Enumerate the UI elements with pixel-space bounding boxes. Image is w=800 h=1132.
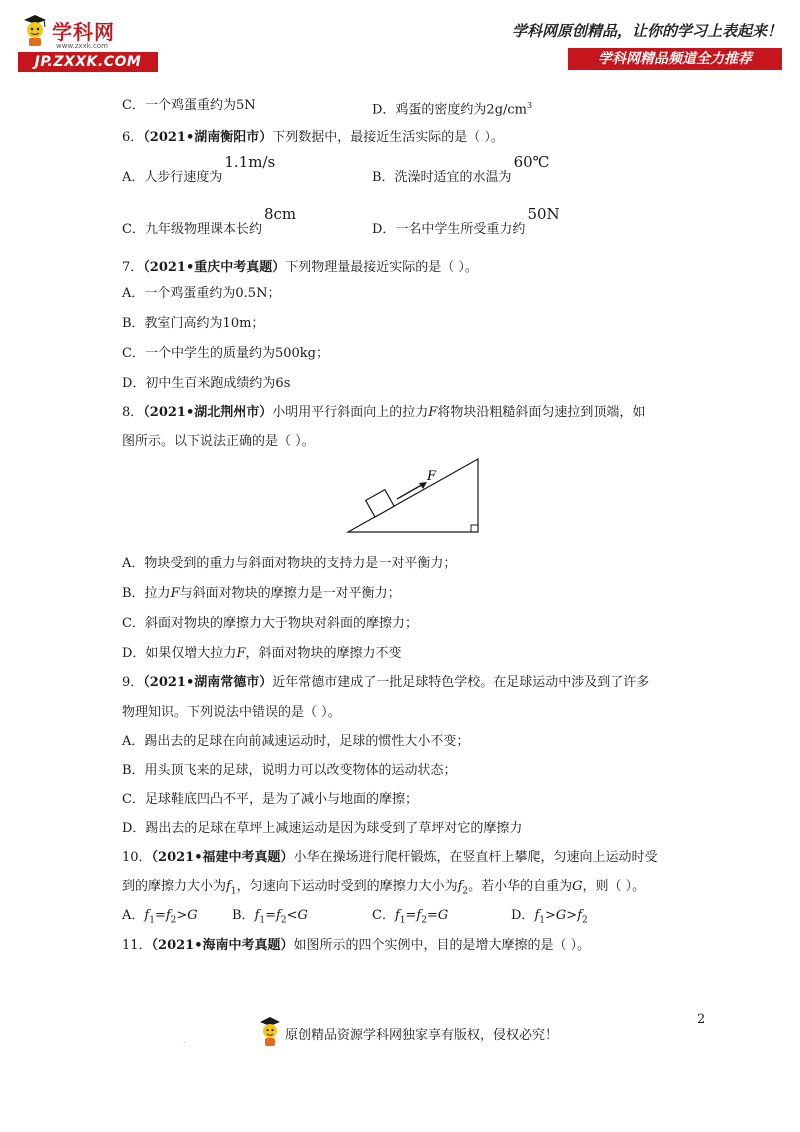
q8-stem-line2: 图所示。以下说法正确的是（ ）。	[122, 434, 315, 449]
force-label: F	[427, 469, 437, 484]
footer-copyright: 原创精品资源学科网独家享有版权，侵权必究！	[285, 1028, 559, 1043]
q9-option-c: C．足球鞋底凹凸不平，是为了减小与地面的摩擦；	[122, 792, 418, 807]
q7-option-d: D．初中生百米跑成绩约为6s	[122, 376, 291, 391]
q5-option-c: C．一个鸡蛋重约为5N	[122, 98, 256, 113]
logo-url: JP.ZXXK.COM	[18, 52, 158, 72]
q9-stem-line2: 物理知识。下列说法中错误的是（ ）。	[122, 705, 341, 720]
mascot-icon	[20, 14, 50, 48]
q10-option-d: D．$f_1>G>f_2$	[511, 908, 588, 926]
q6-stem: 6．（2021•湖南衡阳市）下列数据中，最接近生活实际的是（ ）。	[122, 130, 504, 145]
page-header	[0, 0, 800, 80]
q8-option-d: D．如果仅增大拉力F，斜面对物块的摩擦力不变	[122, 646, 402, 661]
q10-option-b: B．$f_1=f_2<G$	[232, 908, 308, 926]
q7-stem: 7．（2021•重庆中考真题）下列物理量最接近实际的是（ ）。	[122, 260, 478, 275]
q6-option-b: B．洗澡时适宜的水温为60℃	[372, 153, 550, 185]
q9-option-d: D．踢出去的足球在草坪上减速运动是因为球受到了草坪对它的摩擦力	[122, 821, 523, 836]
q7-option-b: B．教室门高约为10m；	[122, 316, 265, 331]
q7-option-c: C．一个中学生的质量约为500kg；	[122, 346, 329, 361]
header-slogan: 学科网原创精品，让你的学习上表起来！	[511, 22, 782, 40]
q5-option-d: D．鸡蛋的密度约为$2g/cm^3$	[372, 101, 533, 118]
q9-stem-line1: 9．（2021•湖南常德市）近年常德市建成了一批足球特色学校。在足球运动中涉及到了许多	[122, 675, 650, 690]
incline-figure	[345, 455, 485, 537]
q9-option-a: A．踢出去的足球在向前减速运动时，足球的惯性大小不变；	[122, 734, 470, 749]
q8-option-c: C．斜面对物块的摩擦力大于物块对斜面的摩擦力；	[122, 616, 418, 631]
q7-option-a: A．一个鸡蛋重约为0.5N；	[122, 286, 281, 301]
footer-dot: .	[183, 1036, 186, 1045]
q6-option-c: C．九年级物理课本长约8cm	[122, 205, 297, 237]
q8-option-b: B．拉力F与斜面对物块的摩擦力是一对平衡力；	[122, 586, 401, 601]
logo-text: 学科网	[52, 20, 115, 44]
q10-option-a: A．$f_1=f_2>G$	[122, 908, 198, 926]
q6-option-d: D．一名中学生所受重力约50N	[372, 205, 560, 237]
channel-banner: 学科网精品频道全力推荐	[568, 48, 782, 70]
page-number: 2	[697, 1012, 706, 1027]
q8-stem-line1: 8．（2021•湖北荆州市）小明用平行斜面向上的拉力F将物块沿粗糙斜面匀速拉到顶端，如	[122, 405, 646, 420]
q10-stem-line1: 10．（2021•福建中考真题）小华在操场进行爬杆锻炼，在竖直杆上攀爬，匀速向上运动时受	[122, 850, 658, 865]
logo-subtext: www.zxxk.com	[56, 42, 108, 50]
q6-option-a: A．人步行速度为1.1m/s	[122, 153, 276, 185]
site-logo[interactable]	[18, 14, 158, 74]
footer-mascot-icon	[258, 1016, 282, 1048]
q11-stem: 11．（2021•海南中考真题）如图所示的四个实例中，目的是增大摩擦的是（ ）。	[122, 938, 591, 953]
q8-option-a: A．物块受到的重力与斜面对物块的支持力是一对平衡力；	[122, 556, 457, 571]
q10-stem-line2: 到的摩擦力大小为$f_1$，匀速向下运动时受到的摩擦力大小为$f_2$。若小华的自重为G，则（ ）。	[122, 879, 646, 897]
q9-option-b: B．用头顶飞来的足球，说明力可以改变物体的运动状态；	[122, 763, 457, 778]
q10-option-c: C．$f_1=f_2=G$	[372, 908, 449, 926]
block	[366, 490, 394, 517]
